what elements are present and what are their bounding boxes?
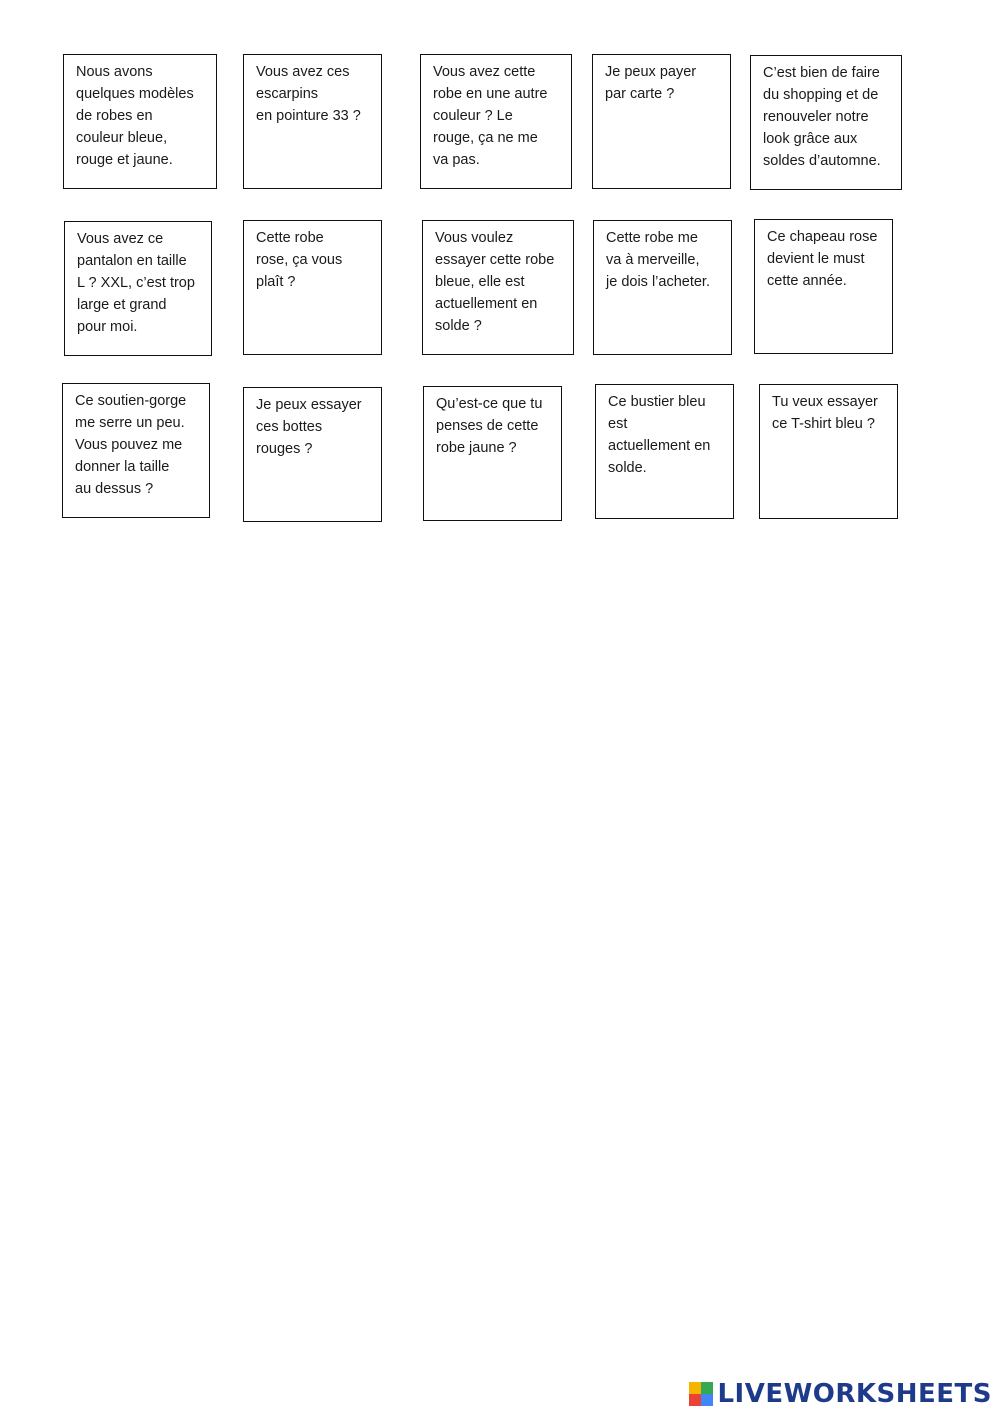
- card-text: C’est bien de faire du shopping et de renouveler notre look grâce aux soldes d’automne.: [763, 65, 881, 169]
- card-text: Vous avez ce pantalon en taille L ? XXL, c’est trop large et grand pour moi.: [77, 231, 195, 335]
- card-text: Nous avons quelques modèles de robes en couleur bleue, rouge et jaune.: [76, 64, 194, 168]
- card: [754, 219, 893, 354]
- card: [422, 220, 574, 355]
- card-text: Vous voulez essayer cette robe bleue, elle est actuellement en solde ?: [435, 230, 555, 334]
- logo-icon: [689, 1382, 713, 1406]
- card: [420, 54, 572, 189]
- card-text: Qu’est-ce que tu penses de cette robe jaune ?: [436, 396, 543, 456]
- liveworksheets-logo: [689, 1381, 992, 1407]
- card: [750, 55, 902, 190]
- card: [595, 384, 734, 519]
- card-text: Cette robe rose, ça vous plaît ?: [256, 230, 343, 290]
- card: [423, 386, 562, 521]
- card: [63, 54, 217, 189]
- logo-text: LIVEWORKSHEETS: [717, 1379, 992, 1409]
- card-text: Je peux essayer ces bottes rouges ?: [256, 397, 362, 457]
- card-text: Ce chapeau rose devient le must cette année.: [767, 229, 878, 289]
- card-text: Cette robe me va à merveille, je dois l’acheter.: [606, 230, 710, 290]
- card: [243, 54, 382, 189]
- card-text: Vous avez ces escarpins en pointure 33 ?: [256, 64, 361, 124]
- card-text: Vous avez cette robe en une autre couleur ? Le rouge, ça ne me va pas.: [433, 64, 548, 168]
- card: [243, 387, 382, 522]
- card: [243, 220, 382, 355]
- card: [62, 383, 210, 518]
- card-text: Je peux payer par carte ?: [605, 64, 697, 102]
- card-text: Tu veux essayer ce T-shirt bleu ?: [772, 394, 878, 432]
- card-text: Ce soutien-gorge me serre un peu. Vous pouvez me donner la taille au dessus ?: [75, 393, 187, 497]
- card: [593, 220, 732, 355]
- card: [759, 384, 898, 519]
- card: [64, 221, 212, 356]
- card-text: Ce bustier bleu est actuellement en solde.: [608, 394, 711, 476]
- card: [592, 54, 731, 189]
